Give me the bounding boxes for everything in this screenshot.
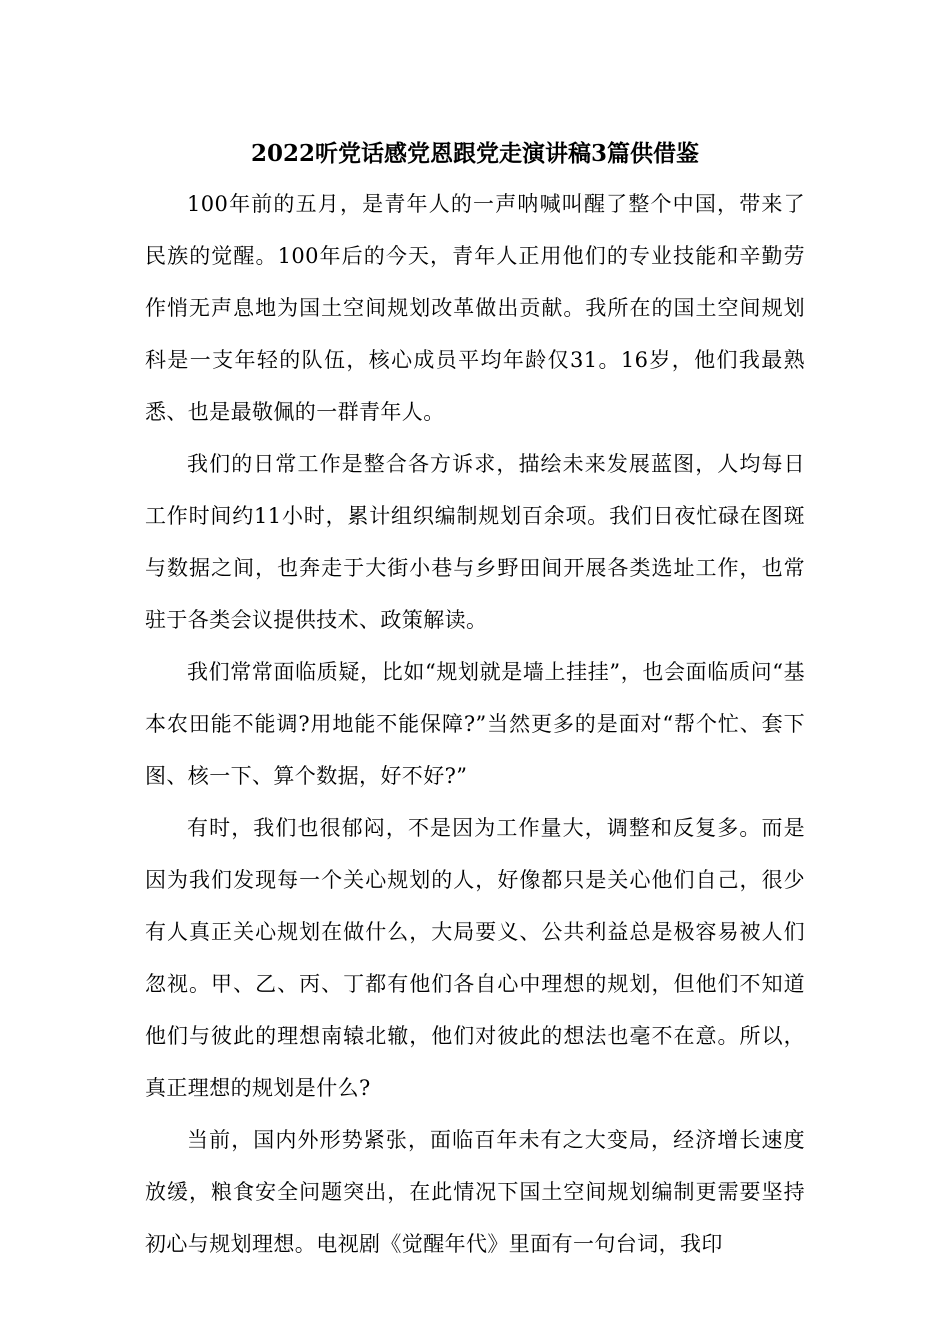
- paragraph-4: 有时，我们也很郁闷，不是因为工作量大，调整和反复多。而是因为我们发现每一个关心规划的人，好像都只是关心他们自己，很少有人真正关心规划在做什么，大局要义、公共利益总是极容易被人们忽视。甲、乙、丙、丁都有他们各自心中理想的规划，但他们不知道他们与彼此的理想南辕北辙，他们对彼此的想法也毫不在意。所以，真正理想的规划是什么?: [145, 816, 805, 1100]
- document-body: [145, 178, 805, 1270]
- paragraph-3: 我们常常面临质疑，比如“规划就是墙上挂挂”，也会面临质问“基本农田能不能调?用地能不能保障?”当然更多的是面对“帮个忙、套下图、核一下、算个数据，好不好?”: [145, 660, 805, 788]
- document-title: 2022听党话感党恩跟党走演讲稿3篇供借鉴: [250, 140, 700, 167]
- paragraph-1: 100年前的五月，是青年人的一声呐喊叫醒了整个中国，带来了民族的觉醒。100年后的今天，青年人正用他们的专业技能和辛勤劳作悄无声息地为国土空间规划改革做出贡献。我所在的国土空间规划科是一支年轻的队伍，核心成员平均年龄仅31。16岁，他们我最熟悉、也是最敬佩的一群青年人。: [145, 192, 805, 424]
- paragraph-2: 我们的日常工作是整合各方诉求，描绘未来发展蓝图，人均每日工作时间约11小时，累计组织编制规划百余项。我们日夜忙碌在图斑与数据之间，也奔走于大街小巷与乡野田间开展各类选址工作，也常驻于各类会议提供技术、政策解读。: [145, 452, 805, 632]
- paragraph-5: 当前，国内外形势紧张，面临百年未有之大变局，经济增长速度放缓，粮食安全问题突出，在此情况下国土空间规划编制更需要坚持初心与规划理想。电视剧《觉醒年代》里面有一句台词，我印: [145, 1128, 805, 1256]
